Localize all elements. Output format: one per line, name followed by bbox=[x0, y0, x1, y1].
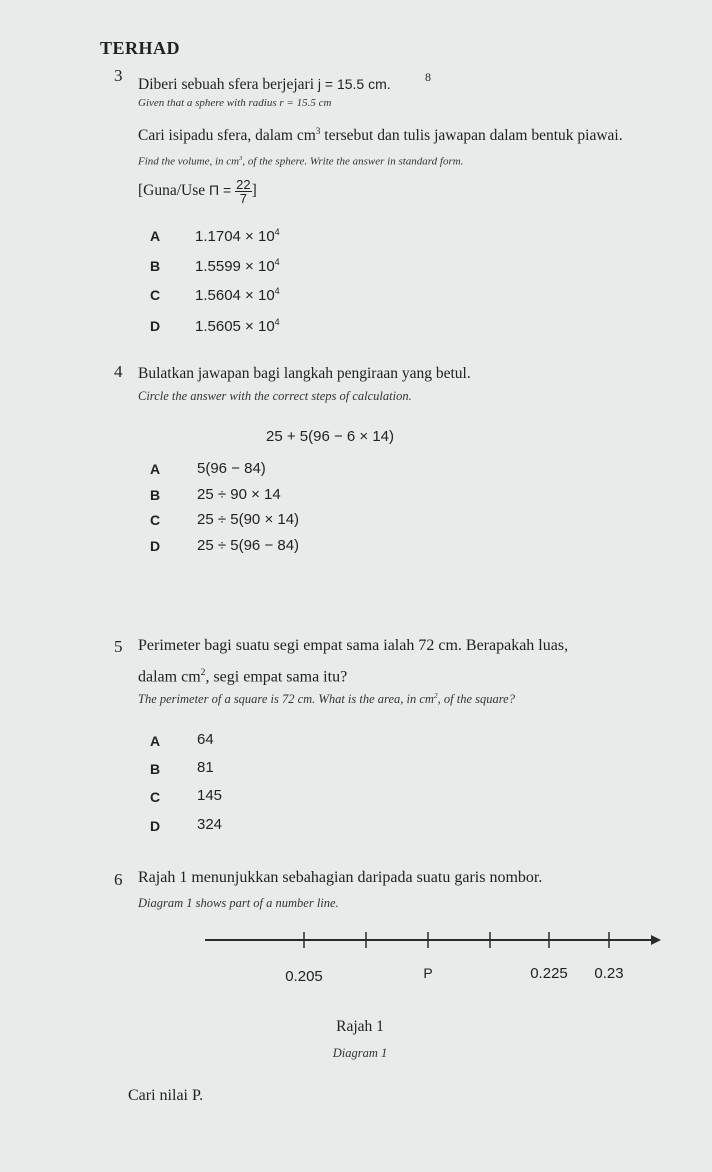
q4-option-d-value: 25 ÷ 5(96 − 84) bbox=[197, 537, 300, 554]
q3-option-b-letter: B bbox=[150, 258, 161, 274]
q4-option-b-value: 25 ÷ 90 × 14 bbox=[197, 486, 281, 503]
question-4-malay: Bulatkan jawapan bagi langkah pengiraan yang betul. bbox=[138, 365, 471, 382]
q3-option-c-letter: C bbox=[150, 287, 161, 303]
q5-option-c-value: 145 bbox=[197, 787, 223, 804]
question-6-english: Diagram 1 shows part of a number line. bbox=[138, 896, 339, 910]
tick-label-5: 0.225 bbox=[530, 965, 568, 982]
question-4-english: Circle the answer with the correct steps of calculation. bbox=[138, 389, 412, 403]
question-3-english-line2: Find the volume, in $cm^3$, of the sphere. Write the answer in standard form. bbox=[138, 155, 464, 168]
q5-option-c-letter: C bbox=[150, 789, 161, 805]
question-5-number: 5 bbox=[114, 637, 123, 656]
question-4-expression: 25 + 5(96 − 6 × 14) bbox=[265, 428, 394, 445]
question-5-malay-line2: dalam $cm^2$, segi empat sama itu? bbox=[138, 667, 348, 686]
q4-option-a-letter: A bbox=[150, 461, 161, 477]
question-3-english-line1: Given that a sphere with radius r = 15.5 cm bbox=[138, 97, 332, 109]
tick-label-p: P bbox=[423, 965, 433, 981]
q4-option-c-value: 25 ÷ 5(90 × 14) bbox=[197, 511, 300, 528]
question-3-malay-line2: Cari isipadu sfera, dalam $cm^3$ tersebut dan tulis jawapan dalam bentuk piawai. bbox=[138, 127, 623, 145]
question-6-number: 6 bbox=[114, 870, 123, 889]
arrow-right-icon bbox=[651, 935, 661, 945]
page-header: TERHAD bbox=[100, 38, 181, 58]
question-3-number: 3 bbox=[114, 66, 123, 85]
q5-option-b-letter: B bbox=[150, 761, 161, 777]
tick-label-1: 0.205 bbox=[285, 968, 323, 985]
q3-option-c-value: $1.5604 \times 10^4$ bbox=[195, 286, 280, 304]
q3-option-d-letter: D bbox=[150, 318, 161, 334]
q4-option-c-letter: C bbox=[150, 512, 161, 528]
number-line-diagram bbox=[205, 926, 665, 996]
question-6-prompt: Cari nilai P. bbox=[128, 1087, 204, 1104]
q4-option-b-letter: B bbox=[150, 487, 161, 503]
question-4-number: 4 bbox=[114, 362, 123, 381]
page-number: 8 bbox=[425, 70, 431, 84]
tick-label-6: 0.23 bbox=[594, 965, 624, 982]
q5-option-d-letter: D bbox=[150, 818, 161, 834]
q3-option-a-value: $1.1704 \times 10^4$ bbox=[195, 227, 280, 245]
q5-option-b-value: 81 bbox=[197, 759, 214, 776]
q3-option-d-value: $1.5605 \times 10^4$ bbox=[195, 317, 280, 335]
q5-option-a-letter: A bbox=[150, 733, 161, 749]
question-3-malay-line1: Diberi sebuah sfera berjejari j = 15.5 cm. bbox=[138, 76, 391, 93]
question-5-malay-line1: Perimeter bagi suatu segi empat sama ialah 72 cm. Berapakah luas, bbox=[138, 637, 569, 654]
q5-option-d-value: 324 bbox=[197, 816, 223, 833]
question-5-english: The perimeter of a square is 72 cm. What is the area, in $cm^2$, of the square? bbox=[138, 691, 515, 707]
q3-option-b-value: $1.5599 \times 10^4$ bbox=[195, 257, 280, 275]
question-6-malay: Rajah 1 menunjukkan sebahagian daripada suatu garis nombor. bbox=[138, 869, 543, 886]
diagram-caption-malay: Rajah 1 bbox=[336, 1018, 384, 1035]
q3-option-a-letter: A bbox=[150, 228, 161, 244]
q4-option-d-letter: D bbox=[150, 538, 161, 554]
q5-option-a-value: 64 bbox=[197, 731, 214, 748]
pi-fraction: $\frac{22}{7}$ bbox=[236, 177, 251, 206]
q4-option-a-value: 5(96 − 84) bbox=[197, 460, 266, 477]
diagram-caption-english: Diagram 1 bbox=[332, 1046, 388, 1060]
question-3-hint: [Guna/Use Π = $\frac{22}{7}$ ] bbox=[138, 177, 257, 206]
